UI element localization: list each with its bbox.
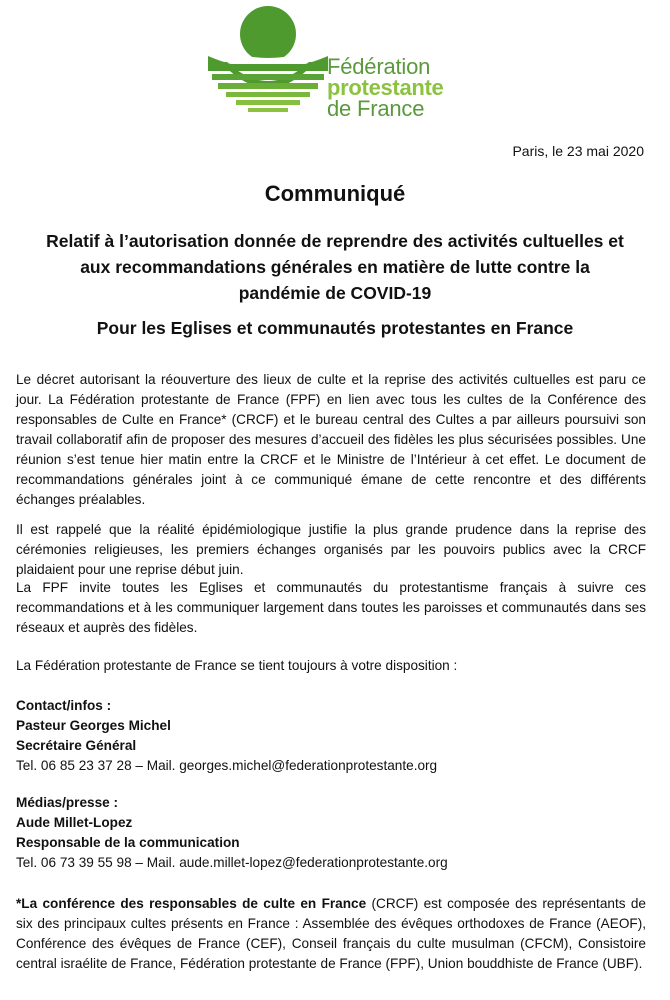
paragraph-prudence: Il est rappelé que la réalité épidémiologique justifie la plus grande prudence dans la reprise des cérémonies religieuses, les premiers échanges organisés par les pouvoirs publics avec la CRCF plaidaient pour une reprise début juin.	[16, 522, 646, 577]
document-title: Communiqué	[264, 181, 406, 206]
document-audience: Pour les Eglises et communautés protestantes en France	[96, 318, 574, 338]
footnote-bold: *La conférence des responsables de culte en France	[16, 896, 367, 911]
contact-heading: Contact/infos :	[16, 698, 112, 713]
contact-block	[16, 696, 646, 776]
document-subtitle: Relatif à l’autorisation donnée de reprendre des activités cultuelles et aux recommandations générales en matière de lutte contre la pandémie de COVID-19	[46, 231, 624, 303]
paragraph-invitation: La FPF invite toutes les Eglises et communautés du protestantisme français à suivre ces recommandations et à les communiquer largement dans toutes les paroisses et communautés dans ses réseaux et auprès des fidèles.	[16, 580, 646, 635]
paragraph-availability: La Fédération protestante de France se tient toujours à votre disposition :	[16, 658, 458, 673]
logo-line-protestante: protestante	[327, 75, 444, 100]
federation-logo	[206, 4, 476, 124]
media-contact-block	[16, 793, 646, 873]
logo-emblem-icon	[206, 4, 331, 122]
contact-role: Secrétaire Général	[16, 738, 137, 753]
logo-line-federation: Fédération	[327, 54, 431, 79]
media-details: Tel. 06 73 39 55 98 – Mail. aude.millet-lopez@federationprotestante.org	[16, 855, 448, 870]
media-heading: Médias/presse :	[16, 795, 118, 810]
logo-line-de-france: de France	[327, 96, 425, 121]
logo-wordmark	[327, 56, 444, 119]
contact-details: Tel. 06 85 23 37 28 – Mail. georges.michel@federationprotestante.org	[16, 758, 438, 773]
contact-name: Pasteur Georges Michel	[16, 718, 171, 733]
paragraph-decree: Le décret autorisant la réouverture des lieux de culte et la reprise des activités cultuelles est paru ce jour. La Fédération protestante de France (FPF) en lien avec tous les cultes de la Conférence des responsables de Culte en France* (CRCF) et le bureau central des Cultes a par ailleurs poursuivi son travail collaboratif afin de proposer des mesures d’accueil des fidèles les plus sécurisées possibles. Une réunion s’est tenue hier matin entre la CRCF et le Ministre de l’Intérieur à cet effet. Le document de recommandations générales joint à ce communiqué émane de cette rencontre et des différents échanges préalables.	[16, 372, 646, 507]
media-name: Aude Millet-Lopez	[16, 815, 133, 830]
footnote	[16, 894, 646, 974]
media-role: Responsable de la communication	[16, 835, 240, 850]
footnote-text: (CRCF) est composée des représentants de six des principaux cultes présents en France : Assemblée des évêques orthodoxes de France (AEOF), Conférence des évêques de France (CEF), Conseil français du culte musulman (CFCM), Consistoire central israélite de France, Fédération protestante de France (FPF), Union bouddhiste de France (UBF).	[16, 896, 646, 971]
document-date: Paris, le 23 mai 2020	[512, 143, 644, 159]
